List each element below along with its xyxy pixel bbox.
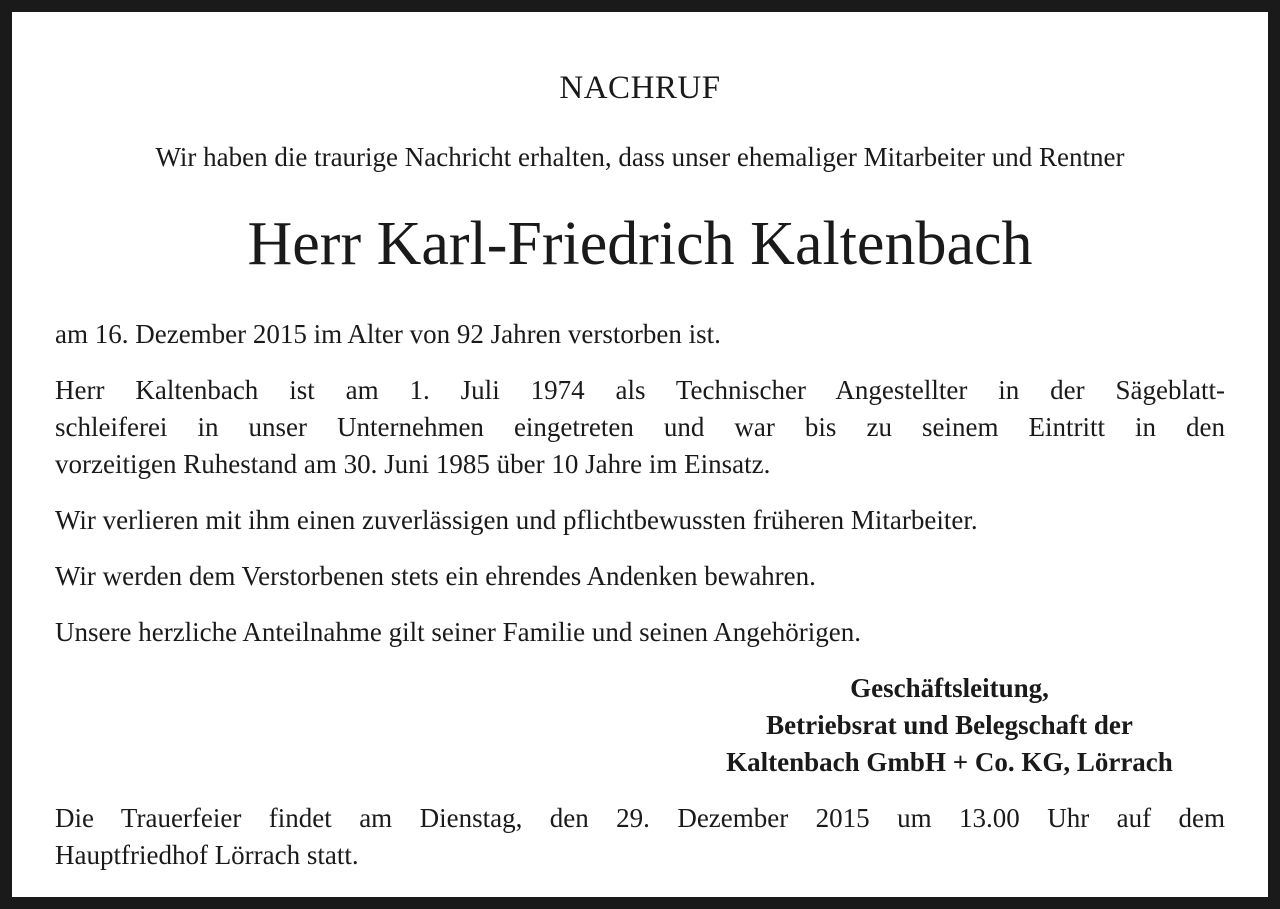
sympathy-text: Unsere herzliche Anteilnahme gilt seiner Familie und seinen Angehörigen. [55,617,862,647]
career-paragraph [55,372,1225,483]
signature-line: Betriebsrat und Belegschaft der [766,710,1133,740]
signature-line: Geschäftsleitung, [850,673,1049,703]
signature-line: Kaltenbach GmbH + Co. KG, Lörrach [726,747,1173,777]
career-line: schleiferei in unser Unternehmen eingetreten und war bis zu seinem Eintritt in den [55,412,1225,442]
funeral-paragraph [55,800,1225,874]
funeral-line: Hauptfriedhof Lörrach statt. [55,840,359,870]
loss-text: Wir verlieren mit ihm einen zuverlässigen und pflichtbewussten früheren Mitarbeiter. [55,505,978,535]
death-date-text: am 16. Dezember 2015 im Alter von 92 Jahren verstorben ist. [55,319,721,349]
career-line: vorzeitigen Ruhestand am 30. Juni 1985 über 10 Jahre im Einsatz. [55,449,771,479]
signature-block [672,670,1227,781]
funeral-line: Die Trauerfeier findet am Dienstag, den 29. Dezember 2015 um 13.00 Uhr auf dem [55,803,1225,833]
deceased-name: Herr Karl-Friedrich Kaltenbach [247,210,1033,278]
obituary-card [12,12,1268,897]
memory-text: Wir werden dem Verstorbenen stets ein ehrendes Andenken bewahren. [55,561,816,591]
career-line: Herr Kaltenbach ist am 1. Juli 1974 als Technischer Angestellter in der Sägeblatt- [55,375,1225,405]
intro-text: Wir haben die traurige Nachricht erhalten, dass unser ehemaliger Mitarbeiter und Rentner [155,142,1125,172]
notice-heading: NACHRUF [559,70,721,106]
